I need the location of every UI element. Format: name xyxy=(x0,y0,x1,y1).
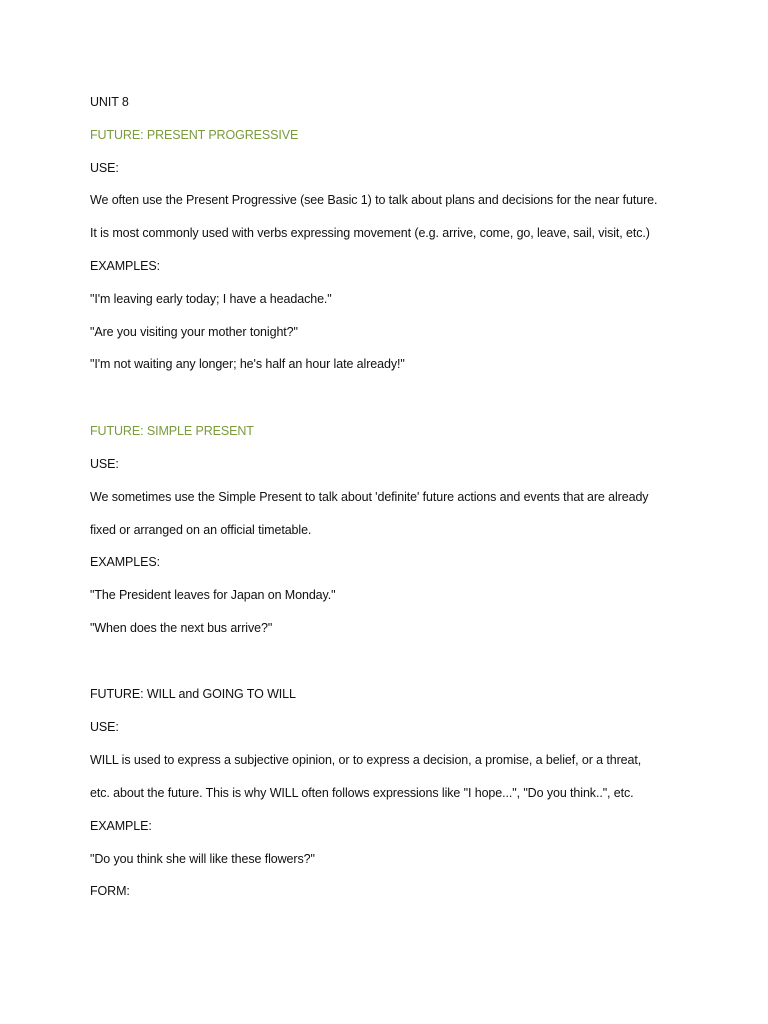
example-sentence: "When does the next bus arrive?" xyxy=(90,621,273,635)
example-label: EXAMPLE: xyxy=(90,819,152,833)
section-heading-simple-present: FUTURE: SIMPLE PRESENT xyxy=(90,424,254,438)
use-text-line: etc. about the future. This is why WILL often follows expressions like "I hope...", "Do you think..", etc. xyxy=(90,786,634,800)
examples-label: EXAMPLES: xyxy=(90,555,160,569)
example-sentence: "Do you think she will like these flowers?" xyxy=(90,852,315,866)
use-text-line: We often use the Present Progressive (see Basic 1) to talk about plans and decisions for the near future. xyxy=(90,193,658,207)
use-label: USE: xyxy=(90,720,119,734)
use-label: USE: xyxy=(90,161,119,175)
section-heading-present-progressive: FUTURE: PRESENT PROGRESSIVE xyxy=(90,128,299,142)
example-sentence: "The President leaves for Japan on Monday." xyxy=(90,588,336,602)
use-label: USE: xyxy=(90,457,119,471)
use-text-line: fixed or arranged on an official timetable. xyxy=(90,523,312,537)
use-text-line: We sometimes use the Simple Present to talk about 'definite' future actions and events that are already xyxy=(90,490,649,504)
example-sentence: "I'm leaving early today; I have a headache." xyxy=(90,292,332,306)
examples-label: EXAMPLES: xyxy=(90,259,160,273)
section-heading-will-going-to: FUTURE: WILL and GOING TO WILL xyxy=(90,687,296,701)
use-text-line: It is most commonly used with verbs expressing movement (e.g. arrive, come, go, leave, sail, visit, etc.) xyxy=(90,226,650,240)
form-label: FORM: xyxy=(90,884,130,898)
example-sentence: "I'm not waiting any longer; he's half an hour late already!" xyxy=(90,357,405,371)
example-sentence: "Are you visiting your mother tonight?" xyxy=(90,325,298,339)
unit-title: UNIT 8 xyxy=(90,95,129,109)
use-text-line: WILL is used to express a subjective opinion, or to express a decision, a promise, a belief, or a threat, xyxy=(90,753,642,767)
